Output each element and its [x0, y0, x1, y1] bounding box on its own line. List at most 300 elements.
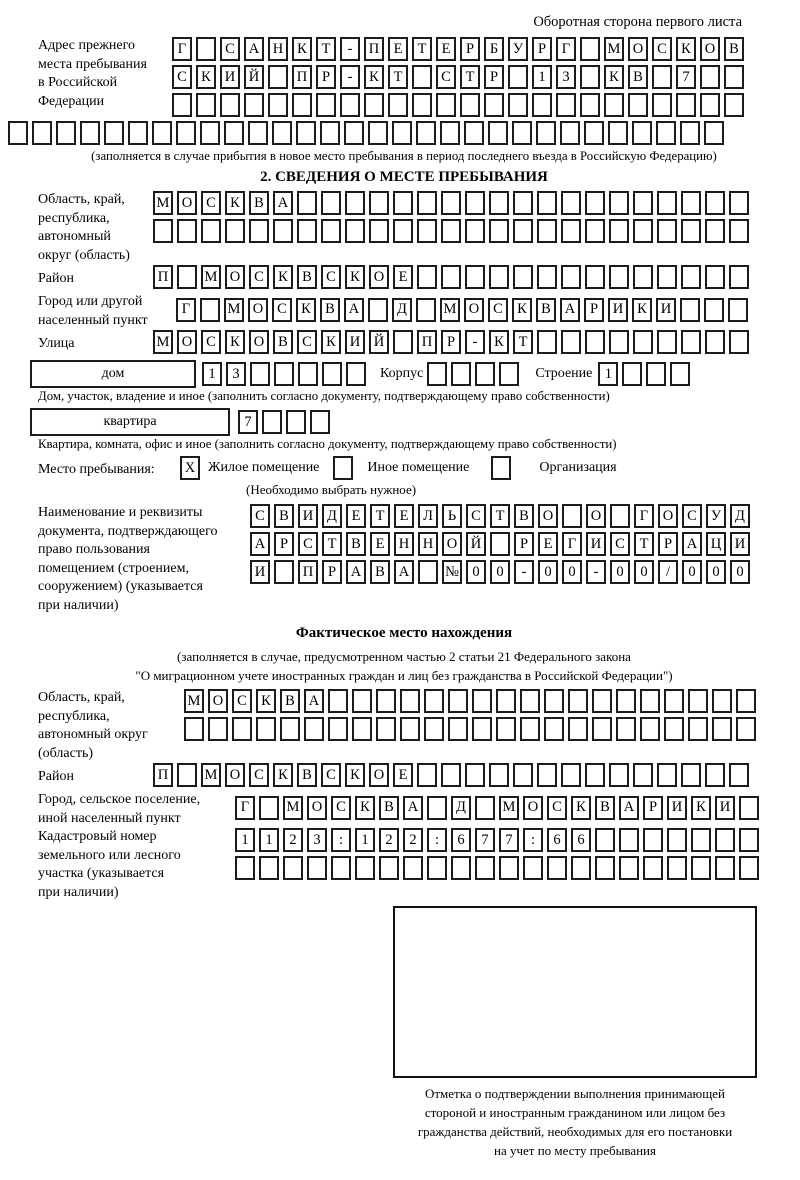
char-box[interactable]: Н [268, 37, 288, 61]
char-box[interactable] [376, 689, 396, 713]
char-box[interactable] [441, 219, 461, 243]
char-box[interactable]: 1 [532, 65, 552, 89]
char-box[interactable]: К [225, 191, 245, 215]
char-box[interactable] [200, 121, 220, 145]
char-box[interactable] [496, 717, 516, 741]
char-box[interactable]: 1 [598, 362, 618, 386]
char-box[interactable] [537, 265, 557, 289]
char-box[interactable] [712, 717, 732, 741]
char-box[interactable] [451, 856, 471, 880]
char-box[interactable]: К [364, 65, 384, 89]
char-box[interactable]: М [499, 796, 519, 820]
char-box[interactable] [739, 828, 759, 852]
char-box[interactable] [705, 330, 725, 354]
char-box[interactable] [608, 121, 628, 145]
char-box[interactable] [580, 93, 600, 117]
char-box[interactable] [604, 93, 624, 117]
char-box[interactable] [472, 689, 492, 713]
char-box[interactable] [268, 65, 288, 89]
char-box[interactable] [416, 121, 436, 145]
char-box[interactable]: К [345, 265, 365, 289]
char-box[interactable] [729, 763, 749, 787]
char-box[interactable]: М [153, 330, 173, 354]
char-box[interactable]: У [508, 37, 528, 61]
char-box[interactable]: Г [634, 504, 654, 528]
char-box[interactable]: / [658, 560, 678, 584]
char-box[interactable] [177, 265, 197, 289]
char-box[interactable] [441, 191, 461, 215]
char-box[interactable] [715, 828, 735, 852]
char-box[interactable] [393, 330, 413, 354]
char-box[interactable] [268, 93, 288, 117]
char-box[interactable] [643, 856, 663, 880]
char-box[interactable]: 0 [682, 560, 702, 584]
char-box[interactable] [633, 219, 653, 243]
char-box[interactable]: О [249, 330, 269, 354]
char-box[interactable] [580, 65, 600, 89]
char-box[interactable]: Т [412, 37, 432, 61]
char-box[interactable] [224, 121, 244, 145]
char-box[interactable]: Р [532, 37, 552, 61]
char-box[interactable]: В [628, 65, 648, 89]
char-box[interactable] [499, 362, 519, 386]
char-box[interactable] [681, 265, 701, 289]
char-box[interactable] [475, 796, 495, 820]
char-box[interactable] [489, 763, 509, 787]
char-box[interactable]: 0 [538, 560, 558, 584]
char-box[interactable]: 1 [202, 362, 222, 386]
char-box[interactable] [537, 219, 557, 243]
char-box[interactable] [652, 65, 672, 89]
char-box[interactable] [664, 717, 684, 741]
char-box[interactable]: О [177, 330, 197, 354]
char-box[interactable] [262, 410, 282, 434]
char-box[interactable]: В [273, 330, 293, 354]
char-box[interactable]: В [379, 796, 399, 820]
char-box[interactable]: - [586, 560, 606, 584]
char-box[interactable] [496, 689, 516, 713]
char-box[interactable]: 7 [499, 828, 519, 852]
char-box[interactable] [488, 121, 508, 145]
char-box[interactable]: А [403, 796, 423, 820]
char-box[interactable] [688, 717, 708, 741]
char-box[interactable]: А [682, 532, 702, 556]
char-box[interactable]: Д [451, 796, 471, 820]
char-box[interactable]: - [340, 37, 360, 61]
char-box[interactable]: С [220, 37, 240, 61]
char-box[interactable]: Т [490, 504, 510, 528]
char-box[interactable] [499, 856, 519, 880]
char-box[interactable]: Т [460, 65, 480, 89]
char-box[interactable] [369, 219, 389, 243]
char-box[interactable] [736, 689, 756, 713]
char-box[interactable]: Т [322, 532, 342, 556]
char-box[interactable]: К [273, 265, 293, 289]
char-box[interactable]: Т [370, 504, 390, 528]
char-box[interactable] [310, 410, 330, 434]
char-box[interactable]: Е [538, 532, 558, 556]
char-box[interactable]: 0 [634, 560, 654, 584]
char-box[interactable]: 2 [379, 828, 399, 852]
char-box[interactable] [544, 689, 564, 713]
char-box[interactable]: О [248, 298, 268, 322]
char-box[interactable]: С [201, 191, 221, 215]
char-box[interactable]: С [436, 65, 456, 89]
char-box[interactable]: О [307, 796, 327, 820]
char-box[interactable] [736, 717, 756, 741]
char-box[interactable] [448, 689, 468, 713]
char-box[interactable]: 0 [610, 560, 630, 584]
char-box[interactable] [667, 828, 687, 852]
char-box[interactable]: Е [393, 265, 413, 289]
char-box[interactable] [616, 717, 636, 741]
char-box[interactable]: Р [460, 37, 480, 61]
char-box[interactable] [417, 265, 437, 289]
char-box[interactable] [465, 191, 485, 215]
char-box[interactable]: К [571, 796, 591, 820]
char-box[interactable] [560, 121, 580, 145]
char-box[interactable]: 0 [706, 560, 726, 584]
char-box[interactable] [513, 265, 533, 289]
char-box[interactable] [368, 121, 388, 145]
char-box[interactable]: Ц [706, 532, 726, 556]
char-box[interactable] [568, 717, 588, 741]
char-box[interactable]: Ь [442, 504, 462, 528]
char-box[interactable] [633, 330, 653, 354]
char-box[interactable] [544, 717, 564, 741]
char-box[interactable]: М [440, 298, 460, 322]
char-box[interactable] [352, 717, 372, 741]
char-box[interactable] [465, 219, 485, 243]
char-box[interactable]: В [280, 689, 300, 713]
char-box[interactable] [489, 191, 509, 215]
char-box[interactable]: 1 [355, 828, 375, 852]
char-box[interactable] [322, 362, 342, 386]
char-box[interactable]: Д [322, 504, 342, 528]
char-box[interactable]: В [536, 298, 556, 322]
char-box[interactable] [427, 856, 447, 880]
char-box[interactable] [417, 219, 437, 243]
char-box[interactable] [705, 191, 725, 215]
char-box[interactable] [364, 93, 384, 117]
char-box[interactable]: В [297, 265, 317, 289]
char-box[interactable]: С [249, 265, 269, 289]
char-box[interactable]: С [297, 330, 317, 354]
char-box[interactable] [272, 121, 292, 145]
char-box[interactable] [286, 410, 306, 434]
char-box[interactable] [520, 717, 540, 741]
char-box[interactable]: О [208, 689, 228, 713]
char-box[interactable] [392, 121, 412, 145]
char-box[interactable] [729, 219, 749, 243]
char-box[interactable] [585, 191, 605, 215]
char-box[interactable] [184, 717, 204, 741]
char-box[interactable] [622, 362, 642, 386]
char-box[interactable] [368, 298, 388, 322]
char-box[interactable]: Й [369, 330, 389, 354]
char-box[interactable] [739, 796, 759, 820]
char-box[interactable] [657, 265, 677, 289]
char-box[interactable] [489, 265, 509, 289]
char-box[interactable]: И [345, 330, 365, 354]
char-box[interactable] [610, 504, 630, 528]
char-box[interactable]: С [201, 330, 221, 354]
char-box[interactable]: А [346, 560, 366, 584]
char-box[interactable]: Р [322, 560, 342, 584]
char-box[interactable]: К [196, 65, 216, 89]
char-box[interactable]: И [250, 560, 270, 584]
char-box[interactable] [274, 362, 294, 386]
char-box[interactable] [321, 191, 341, 215]
char-box[interactable]: - [514, 560, 534, 584]
char-box[interactable] [388, 93, 408, 117]
char-box[interactable]: 0 [490, 560, 510, 584]
char-box[interactable]: П [153, 265, 173, 289]
char-box[interactable]: 0 [466, 560, 486, 584]
char-box[interactable] [489, 219, 509, 243]
char-box[interactable]: В [595, 796, 615, 820]
char-box[interactable]: Р [658, 532, 678, 556]
char-box[interactable]: Р [484, 65, 504, 89]
char-box[interactable] [280, 717, 300, 741]
char-box[interactable] [176, 121, 196, 145]
char-box[interactable]: Н [394, 532, 414, 556]
char-box[interactable] [633, 191, 653, 215]
char-box[interactable] [729, 265, 749, 289]
char-box[interactable] [616, 689, 636, 713]
char-box[interactable]: С [488, 298, 508, 322]
char-box[interactable] [609, 191, 629, 215]
char-box[interactable]: С [321, 265, 341, 289]
char-box[interactable] [355, 856, 375, 880]
char-box[interactable] [346, 362, 366, 386]
char-box[interactable] [640, 717, 660, 741]
char-box[interactable]: С [249, 763, 269, 787]
char-box[interactable] [656, 121, 676, 145]
char-box[interactable] [393, 191, 413, 215]
char-box[interactable] [393, 219, 413, 243]
char-box[interactable] [250, 362, 270, 386]
char-box[interactable] [153, 219, 173, 243]
char-box[interactable]: М [224, 298, 244, 322]
char-box[interactable]: С [547, 796, 567, 820]
char-box[interactable] [664, 689, 684, 713]
char-box[interactable] [328, 717, 348, 741]
char-box[interactable] [561, 191, 581, 215]
char-box[interactable]: О [538, 504, 558, 528]
char-box[interactable]: 2 [283, 828, 303, 852]
char-box[interactable] [104, 121, 124, 145]
char-box[interactable] [208, 717, 228, 741]
char-box[interactable] [633, 763, 653, 787]
char-box[interactable] [584, 121, 604, 145]
char-box[interactable] [568, 689, 588, 713]
char-box[interactable] [580, 37, 600, 61]
char-box[interactable]: К [273, 763, 293, 787]
char-box[interactable]: С [652, 37, 672, 61]
char-box[interactable]: М [153, 191, 173, 215]
char-box[interactable] [704, 121, 724, 145]
char-box[interactable] [331, 856, 351, 880]
char-box[interactable]: - [465, 330, 485, 354]
char-box[interactable]: Б [484, 37, 504, 61]
char-box[interactable]: В [724, 37, 744, 61]
char-box[interactable]: П [153, 763, 173, 787]
char-box[interactable] [705, 265, 725, 289]
char-box[interactable] [585, 330, 605, 354]
char-box[interactable] [595, 828, 615, 852]
char-box[interactable] [592, 689, 612, 713]
char-box[interactable]: К [512, 298, 532, 322]
char-box[interactable]: Й [244, 65, 264, 89]
char-box[interactable]: М [201, 763, 221, 787]
char-box[interactable] [273, 219, 293, 243]
char-box[interactable] [436, 93, 456, 117]
char-box[interactable]: Е [346, 504, 366, 528]
char-box[interactable] [561, 219, 581, 243]
char-box[interactable] [724, 93, 744, 117]
char-box[interactable]: П [298, 560, 318, 584]
char-box[interactable] [344, 121, 364, 145]
char-box[interactable] [379, 856, 399, 880]
char-box[interactable]: И [298, 504, 318, 528]
char-box[interactable] [523, 856, 543, 880]
char-box[interactable]: 1 [235, 828, 255, 852]
char-box[interactable]: 3 [307, 828, 327, 852]
char-box[interactable]: К [676, 37, 696, 61]
char-box[interactable] [177, 219, 197, 243]
char-box[interactable]: В [370, 560, 390, 584]
char-box[interactable] [585, 763, 605, 787]
char-box[interactable]: С [250, 504, 270, 528]
char-box[interactable] [304, 717, 324, 741]
char-box[interactable] [244, 93, 264, 117]
char-box[interactable] [547, 856, 567, 880]
char-box[interactable] [8, 121, 28, 145]
char-box[interactable]: В [297, 763, 317, 787]
char-box[interactable]: А [304, 689, 324, 713]
char-box[interactable] [307, 856, 327, 880]
char-box[interactable]: 7 [475, 828, 495, 852]
char-box[interactable] [232, 717, 252, 741]
char-box[interactable]: У [706, 504, 726, 528]
char-box[interactable]: С [466, 504, 486, 528]
char-box[interactable] [464, 121, 484, 145]
char-box[interactable] [595, 856, 615, 880]
char-box[interactable]: Н [418, 532, 438, 556]
char-box[interactable] [196, 37, 216, 61]
char-box[interactable]: О [177, 191, 197, 215]
char-box[interactable] [328, 689, 348, 713]
char-box[interactable] [561, 265, 581, 289]
char-box[interactable]: В [514, 504, 534, 528]
char-box[interactable] [201, 219, 221, 243]
char-box[interactable] [680, 121, 700, 145]
char-box[interactable] [152, 121, 172, 145]
char-box[interactable]: Т [634, 532, 654, 556]
char-box[interactable] [403, 856, 423, 880]
char-box[interactable] [670, 362, 690, 386]
char-box[interactable]: А [344, 298, 364, 322]
char-box[interactable]: О [586, 504, 606, 528]
char-box[interactable] [609, 763, 629, 787]
char-box[interactable] [417, 191, 437, 215]
char-box[interactable]: Р [643, 796, 663, 820]
char-box[interactable]: В [249, 191, 269, 215]
char-box[interactable]: - [340, 65, 360, 89]
char-box[interactable]: П [292, 65, 312, 89]
char-box[interactable]: К [604, 65, 624, 89]
char-box[interactable] [345, 219, 365, 243]
char-box[interactable]: С [682, 504, 702, 528]
char-box[interactable] [412, 93, 432, 117]
char-box[interactable]: 3 [556, 65, 576, 89]
char-box[interactable]: К [691, 796, 711, 820]
char-box[interactable]: И [667, 796, 687, 820]
char-box[interactable] [424, 717, 444, 741]
char-box[interactable] [681, 191, 701, 215]
char-box[interactable]: Р [274, 532, 294, 556]
char-box[interactable]: Е [370, 532, 390, 556]
char-box[interactable] [441, 763, 461, 787]
char-box[interactable] [441, 265, 461, 289]
char-box[interactable]: Г [172, 37, 192, 61]
char-box[interactable]: А [250, 532, 270, 556]
char-box[interactable] [196, 93, 216, 117]
char-box[interactable] [80, 121, 100, 145]
char-box[interactable] [705, 763, 725, 787]
char-box[interactable] [297, 191, 317, 215]
char-box[interactable]: К [345, 763, 365, 787]
char-box[interactable] [728, 298, 748, 322]
char-box[interactable]: В [346, 532, 366, 556]
char-box[interactable] [465, 763, 485, 787]
char-box[interactable]: Е [436, 37, 456, 61]
checkbox-organization[interactable] [491, 456, 511, 480]
char-box[interactable] [259, 856, 279, 880]
char-box[interactable] [418, 560, 438, 584]
char-box[interactable]: 0 [562, 560, 582, 584]
char-box[interactable]: К [296, 298, 316, 322]
char-box[interactable]: О [658, 504, 678, 528]
char-box[interactable]: О [523, 796, 543, 820]
char-box[interactable] [691, 828, 711, 852]
char-box[interactable] [585, 219, 605, 243]
char-box[interactable]: Д [730, 504, 750, 528]
char-box[interactable] [225, 219, 245, 243]
char-box[interactable]: С [172, 65, 192, 89]
char-box[interactable]: Т [316, 37, 336, 61]
char-box[interactable] [705, 219, 725, 243]
char-box[interactable] [440, 121, 460, 145]
char-box[interactable] [561, 763, 581, 787]
char-box[interactable] [200, 298, 220, 322]
char-box[interactable]: О [225, 265, 245, 289]
char-box[interactable]: Т [513, 330, 533, 354]
char-box[interactable] [298, 362, 318, 386]
char-box[interactable]: 6 [547, 828, 567, 852]
char-box[interactable] [248, 121, 268, 145]
char-box[interactable] [729, 330, 749, 354]
char-box[interactable] [657, 219, 677, 243]
char-box[interactable] [296, 121, 316, 145]
char-box[interactable]: О [369, 763, 389, 787]
char-box[interactable] [520, 689, 540, 713]
char-box[interactable] [460, 93, 480, 117]
char-box[interactable] [320, 121, 340, 145]
char-box[interactable]: Р [584, 298, 604, 322]
char-box[interactable] [352, 689, 372, 713]
